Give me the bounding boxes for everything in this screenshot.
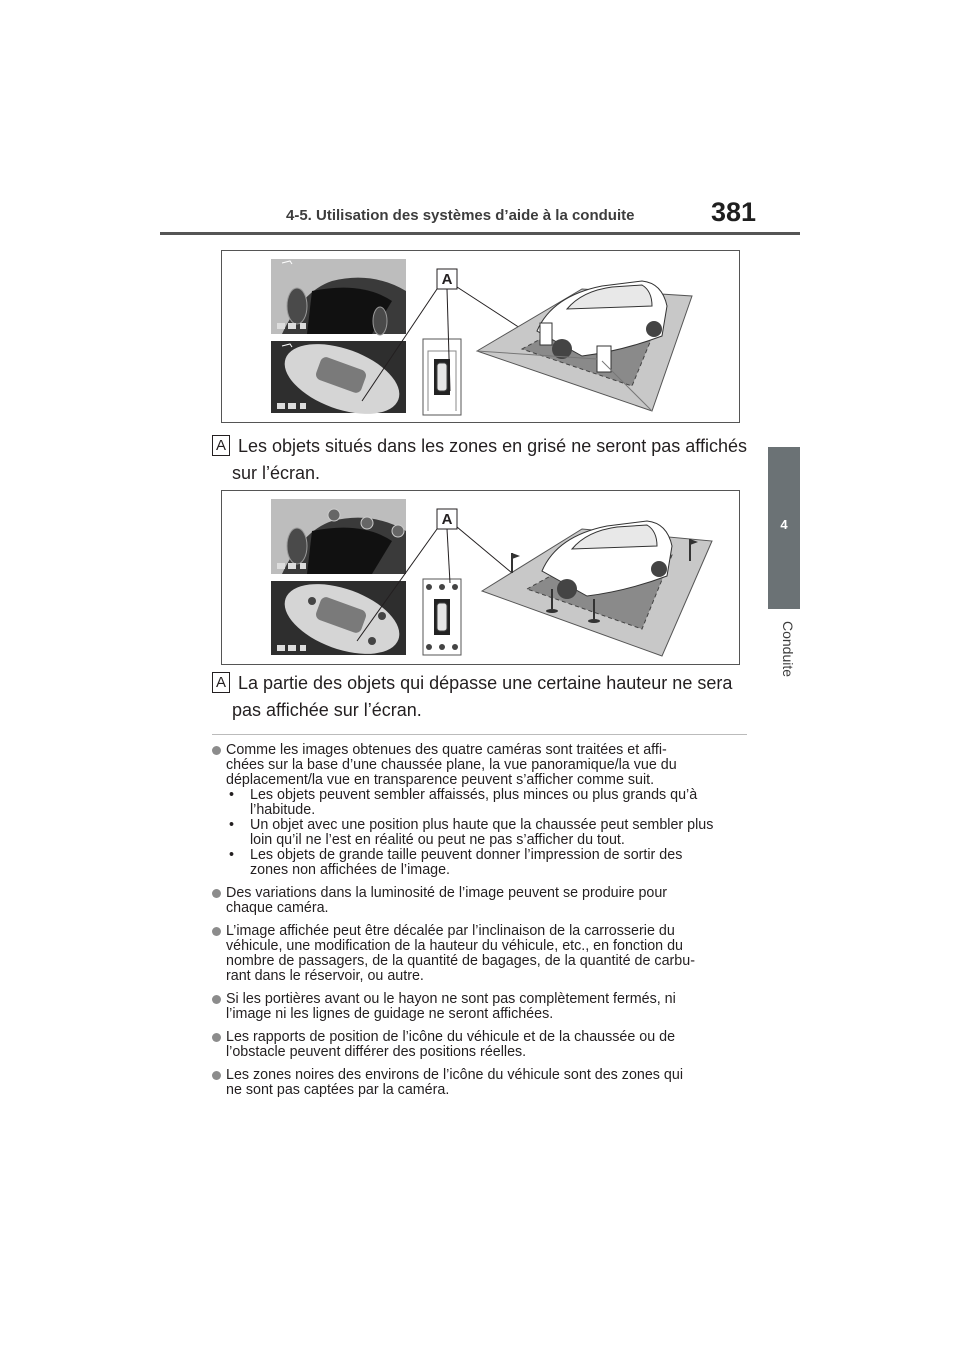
caption-line: La partie des objets qui dépasse une certaine hauteur ne sera bbox=[238, 673, 733, 693]
note-item bbox=[212, 924, 752, 984]
note-line: chées sur la base d’une chaussée plane, la vue panoramique/la vue du bbox=[226, 757, 677, 773]
bullet-dot-icon: • bbox=[229, 817, 235, 833]
note-line: l’image ni les lignes de guidage ne seront affichées. bbox=[226, 1006, 554, 1022]
note-line: zones non affichées de l’image. bbox=[250, 862, 451, 878]
bullet-circle-icon bbox=[212, 1033, 221, 1042]
bullet-circle-icon bbox=[212, 889, 221, 898]
callout-badge: A bbox=[212, 672, 230, 693]
bullet-dot-icon: • bbox=[229, 847, 235, 863]
section-title: 4-5. Utilisation des systèmes d’aide à la conduite bbox=[286, 207, 635, 224]
note-line: L’image affichée peut être décalée par l’inclinaison de la carrosserie du bbox=[226, 923, 675, 939]
page-number: 381 bbox=[710, 197, 756, 227]
note-line: Les zones noires des environs de l’icône du véhicule sont des zones qui bbox=[226, 1067, 683, 1083]
separator-rule bbox=[212, 734, 747, 735]
note-item bbox=[212, 1068, 752, 1098]
panoramic-view-screen bbox=[271, 259, 406, 335]
note-line: déplacement/la vue en transparence peuvent s’afficher comme suit. bbox=[226, 772, 655, 788]
note-item bbox=[212, 1030, 752, 1060]
car-perspective-illustration bbox=[477, 281, 692, 411]
note-line: loin qu’il ne l’est en réalité ou peut ne pas s’afficher du tout. bbox=[250, 832, 625, 848]
panoramic-view-screen bbox=[271, 499, 406, 574]
note-subitem bbox=[226, 818, 752, 848]
note-line: rant dans le réservoir, ou autre. bbox=[226, 968, 424, 984]
bullet-dot-icon: • bbox=[229, 787, 235, 803]
vehicle-icon-view bbox=[423, 579, 461, 655]
note-line: Les rapports de position de l’icône du véhicule et de la chaussée ou de bbox=[226, 1029, 676, 1045]
svg-text:A: A bbox=[441, 511, 453, 528]
note-line: nombre de passagers, de la quantité de bagages, de la quantité de carbu- bbox=[226, 953, 695, 969]
caption-shaded-zones bbox=[212, 433, 772, 487]
note-line: véhicule, une modification de la hauteur du véhicule, etc., en fonction du bbox=[226, 938, 684, 954]
note-subitem bbox=[226, 848, 752, 878]
bullet-circle-icon bbox=[212, 927, 221, 936]
svg-text:A: A bbox=[441, 271, 453, 288]
note-item bbox=[212, 743, 752, 878]
caption-line: sur l’écran. bbox=[232, 463, 321, 483]
header-rule bbox=[160, 232, 800, 235]
note-line: Un objet avec une position plus haute que la chaussée peut sembler plus bbox=[250, 817, 714, 833]
note-line: Les objets de grande taille peuvent donner l’impression de sortir des bbox=[250, 847, 683, 863]
note-item bbox=[212, 886, 752, 916]
figure-object-height bbox=[221, 490, 740, 665]
note-line: Des variations dans la luminosité de l’image peuvent se produire pour bbox=[226, 885, 668, 901]
chapter-label: Conduite bbox=[780, 621, 796, 678]
note-line: Si les portières avant ou le hayon ne sont pas complètement fermés, ni bbox=[226, 991, 676, 1007]
bullet-circle-icon bbox=[212, 995, 221, 1004]
page-header bbox=[286, 197, 756, 235]
chapter-tab bbox=[768, 447, 800, 609]
notes-list bbox=[212, 743, 752, 1106]
overhead-view-screen bbox=[271, 570, 409, 664]
caption-line: Les objets situés dans les zones en grisé ne seront pas affichés bbox=[238, 436, 747, 456]
note-line: l’habitude. bbox=[250, 802, 316, 818]
note-line: l’obstacle peuvent différer des positions réelles. bbox=[226, 1044, 527, 1060]
note-line: Les objets peuvent sembler affaissés, plus minces ou plus grands qu’à bbox=[250, 787, 698, 803]
bullet-circle-icon bbox=[212, 1071, 221, 1080]
callout-badge: A bbox=[212, 435, 230, 456]
note-subitem bbox=[226, 788, 752, 818]
note-line: chaque caméra. bbox=[226, 900, 329, 916]
bullet-circle-icon bbox=[212, 746, 221, 755]
note-line: Comme les images obtenues des quatre caméras sont traitées et affi- bbox=[226, 742, 667, 758]
caption-line: pas affichée sur l’écran. bbox=[232, 700, 422, 720]
caption-object-height bbox=[212, 670, 772, 724]
figure-shaded-zones bbox=[221, 250, 740, 423]
note-line: ne sont pas captées par la caméra. bbox=[226, 1082, 450, 1098]
car-perspective-illustration bbox=[482, 521, 712, 656]
chapter-number: 4 bbox=[780, 517, 788, 532]
vehicle-icon-view bbox=[423, 339, 461, 415]
note-item bbox=[212, 992, 752, 1022]
overhead-view-screen bbox=[271, 330, 409, 422]
